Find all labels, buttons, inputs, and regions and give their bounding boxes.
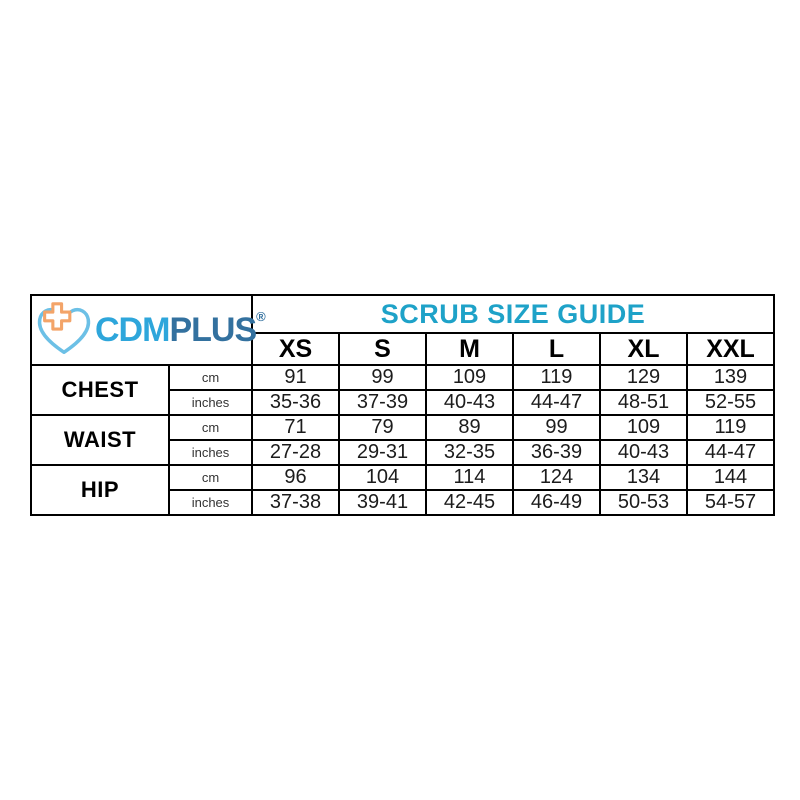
cdmplus-logo (32, 300, 266, 360)
title-row (31, 295, 774, 333)
measurement-value-cm: 89 (426, 415, 513, 440)
unit-label-cm: cm (169, 465, 252, 490)
size-table (30, 294, 775, 516)
measurement-value-cm: 109 (426, 365, 513, 390)
measurement-value-cm: 71 (252, 415, 339, 440)
measurement-value-inches: 40-43 (426, 390, 513, 415)
measurement-value-inches: 44-47 (513, 390, 600, 415)
measurement-value-cm: 96 (252, 465, 339, 490)
measurement-value-inches: 44-47 (687, 440, 774, 465)
unit-label-inches: inches (169, 390, 252, 415)
measurement-value-cm: 134 (600, 465, 687, 490)
measurement-value-inches: 39-41 (339, 490, 426, 515)
measurement-value-inches: 52-55 (687, 390, 774, 415)
measurement-value-cm: 119 (687, 415, 774, 440)
measurement-name: HIP (31, 465, 169, 515)
unit-label-inches: inches (169, 440, 252, 465)
measurement-value-cm: 124 (513, 465, 600, 490)
measurement-value-inches: 29-31 (339, 440, 426, 465)
unit-label-inches: inches (169, 490, 252, 515)
size-column-header: XXL (687, 333, 774, 365)
scrub-size-guide (30, 294, 775, 516)
measurement-value-cm: 99 (339, 365, 426, 390)
measurement-value-cm: 91 (252, 365, 339, 390)
heart-cross-icon (33, 300, 95, 360)
measurement-value-cm: 129 (600, 365, 687, 390)
size-column-header: S (339, 333, 426, 365)
measurement-name: CHEST (31, 365, 169, 415)
measurement-value-inches: 48-51 (600, 390, 687, 415)
size-column-header: M (426, 333, 513, 365)
brand-cdm: CDM (95, 311, 170, 349)
measurement-value-cm: 99 (513, 415, 600, 440)
table-title: SCRUB SIZE GUIDE (252, 295, 774, 333)
measurement-cm-row (31, 465, 774, 490)
measurement-value-inches: 40-43 (600, 440, 687, 465)
measurement-value-cm: 109 (600, 415, 687, 440)
unit-label-cm: cm (169, 415, 252, 440)
measurement-value-cm: 144 (687, 465, 774, 490)
registered-trademark-symbol: ® (256, 308, 266, 324)
measurement-value-inches: 27-28 (252, 440, 339, 465)
measurement-name: WAIST (31, 415, 169, 465)
measurement-value-cm: 114 (426, 465, 513, 490)
measurement-value-inches: 50-53 (600, 490, 687, 515)
measurement-cm-row (31, 365, 774, 390)
brand-plus: PLUS (169, 311, 257, 349)
measurement-value-cm: 139 (687, 365, 774, 390)
measurement-value-inches: 42-45 (426, 490, 513, 515)
measurement-value-inches: 37-39 (339, 390, 426, 415)
size-column-header: XL (600, 333, 687, 365)
measurement-value-inches: 46-49 (513, 490, 600, 515)
measurement-value-inches: 36-39 (513, 440, 600, 465)
logo-cell (31, 295, 266, 365)
measurement-value-cm: 79 (339, 415, 426, 440)
measurement-value-cm: 119 (513, 365, 600, 390)
size-column-header: XS (252, 333, 339, 365)
measurement-value-inches: 54-57 (687, 490, 774, 515)
measurement-value-inches: 35-36 (252, 390, 339, 415)
measurement-value-cm: 104 (339, 465, 426, 490)
unit-label-cm: cm (169, 365, 252, 390)
brand-wordmark (95, 308, 266, 349)
measurement-value-inches: 37-38 (252, 490, 339, 515)
size-column-header: L (513, 333, 600, 365)
measurement-value-inches: 32-35 (426, 440, 513, 465)
measurement-cm-row (31, 415, 774, 440)
